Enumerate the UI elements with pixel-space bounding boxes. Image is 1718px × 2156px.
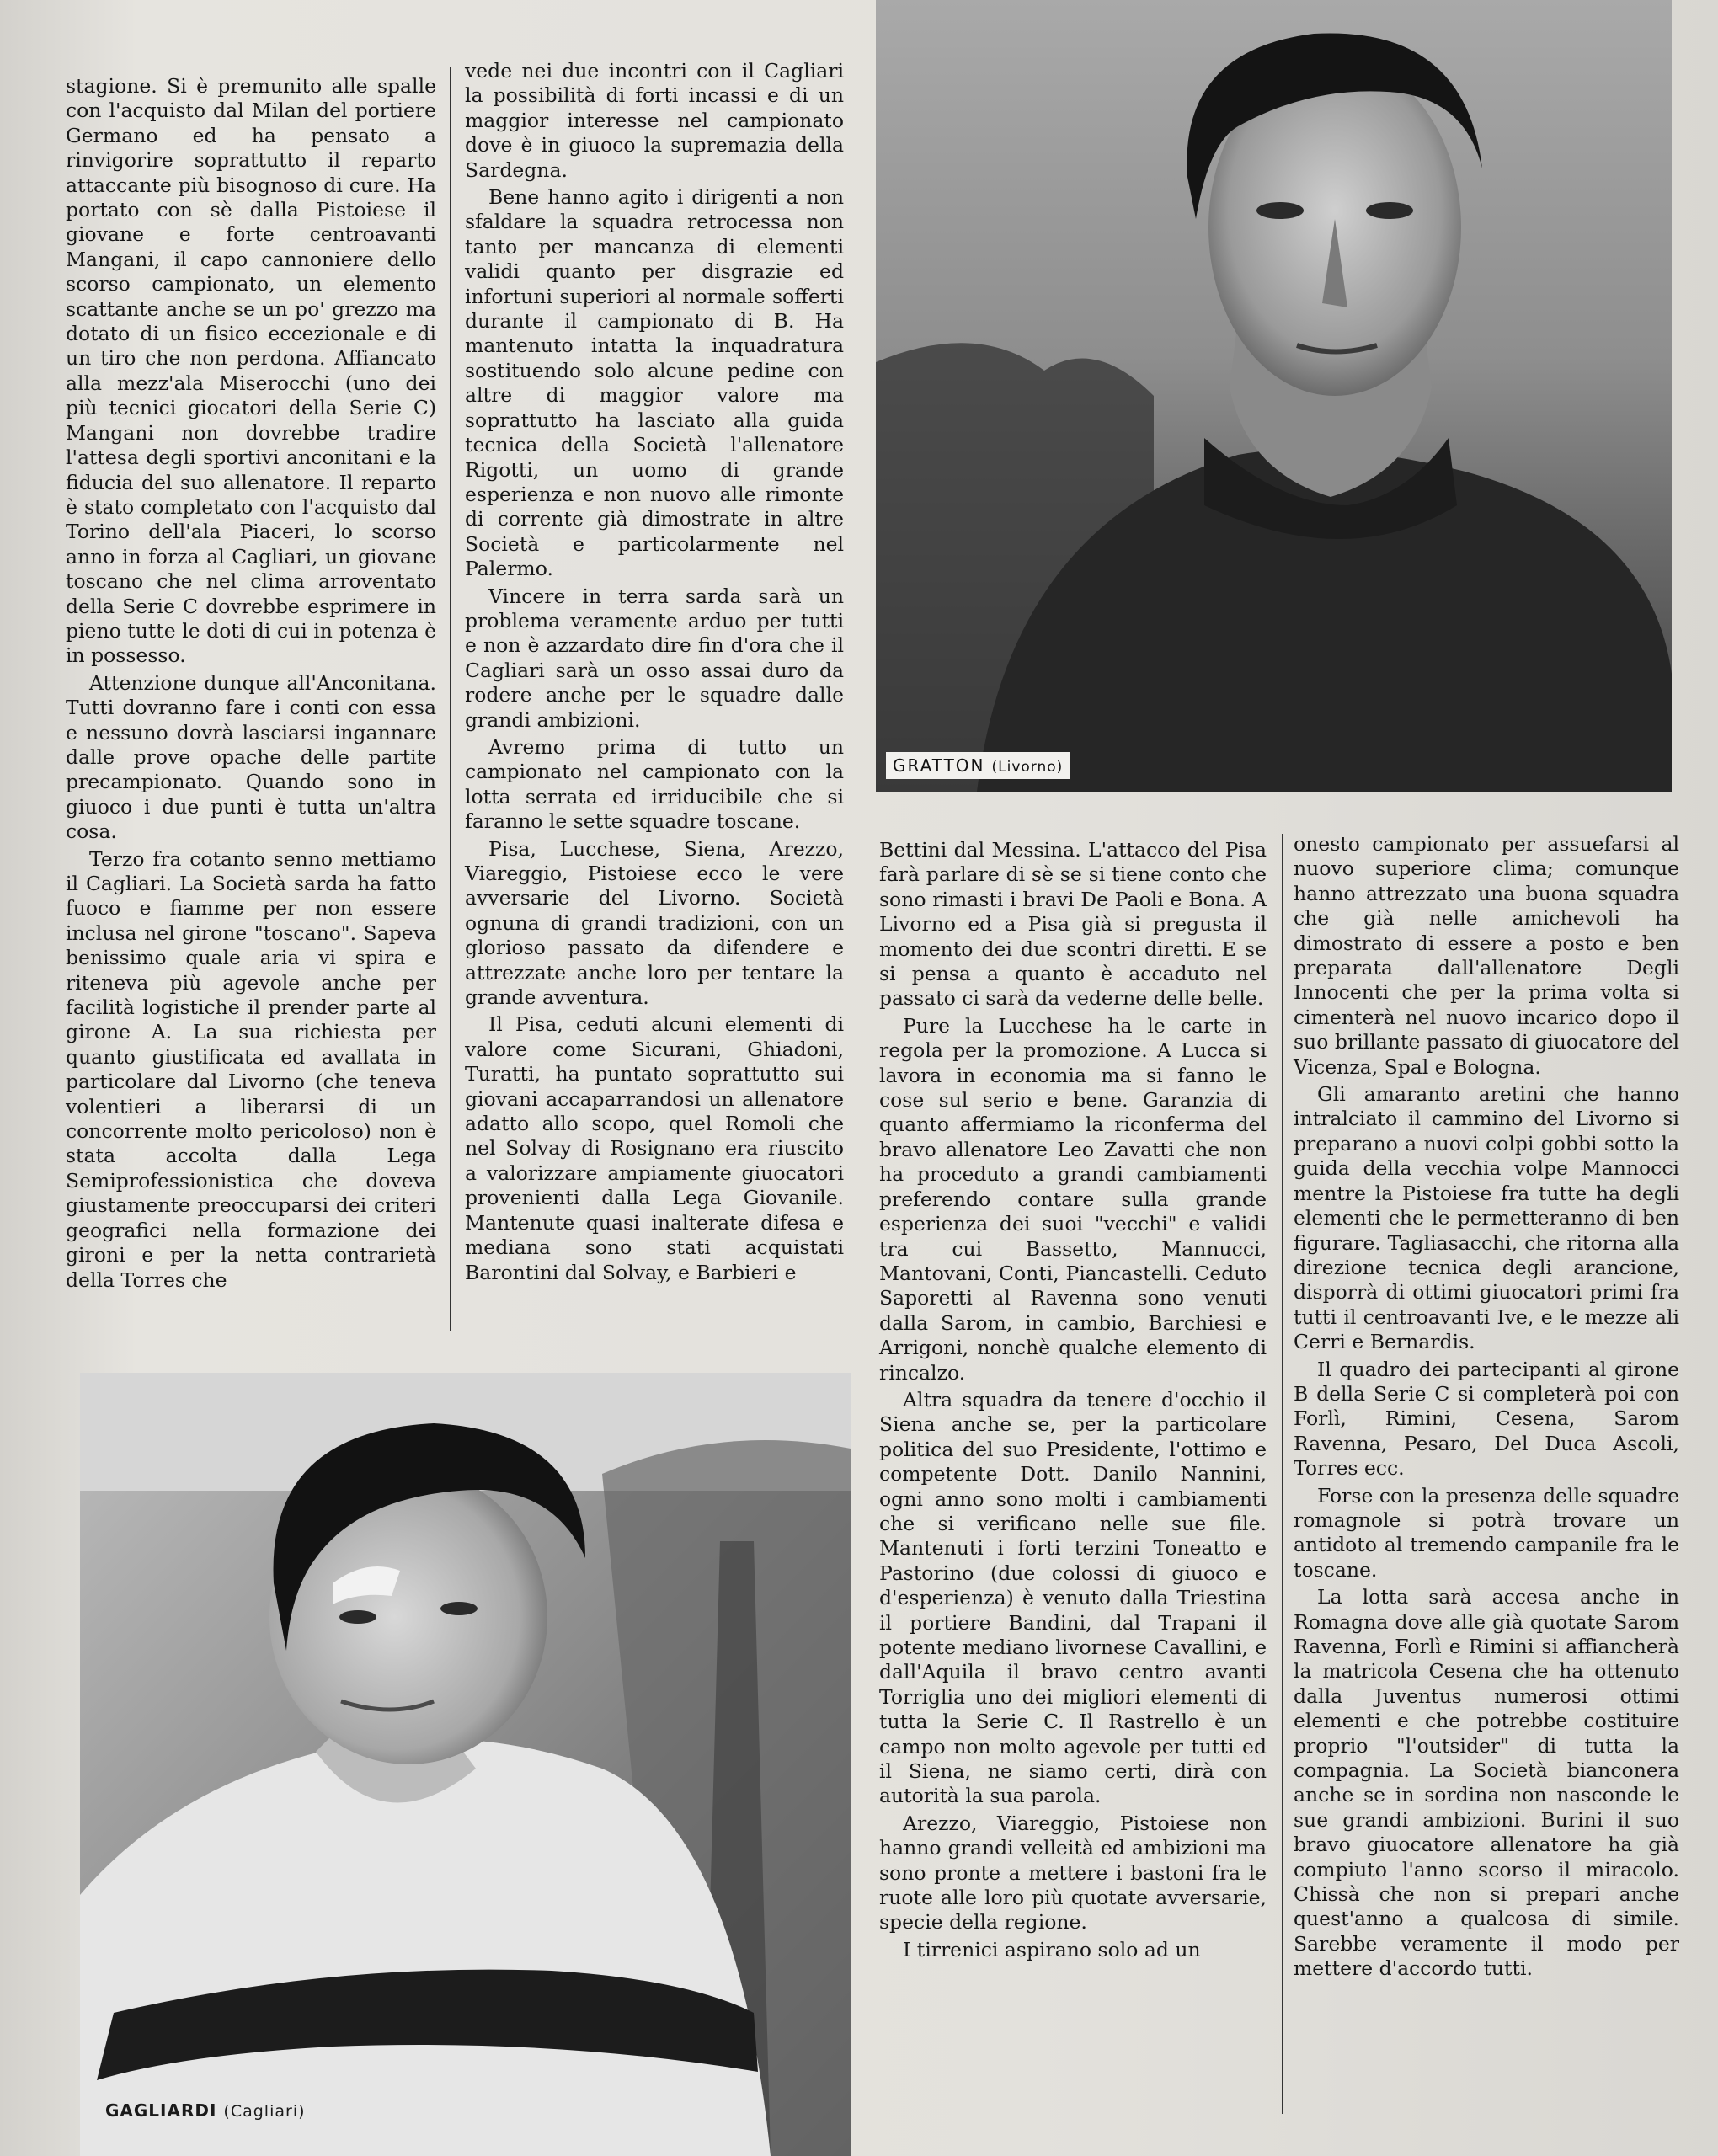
- paragraph: Attenzione dunque all'Anconitana. Tutti dovranno fare i conti con essa e nessuno dovrà lasciarsi ingannare dalle prove opache delle partite precampionato. Quando sono in giuoco i due punti è tutta un'altra cosa.: [66, 670, 436, 844]
- photo-caption-gratton: [886, 752, 1070, 779]
- photo-caption-gagliardi: [99, 2097, 312, 2124]
- column-divider: [1282, 834, 1283, 2114]
- portrait-illustration: [80, 1373, 851, 2156]
- paragraph: stagione. Si è premunito alle spalle con l'acquisto dal Milan del portiere Germano ed ha pensato a rinvigorire soprattutto il reparto attaccante più bisognoso di cure. Ha portato con sè dalla Pistoiese il giovane e forte centroavanti Mangani, il capo cannoniere dello scorso campionato, un elemento scattante anche se un po' grezzo ma dotato di un fisico eccezionale e di un tiro che non perdona. Affiancato alla mezz'ala Miserocchi (uno dei più tecnici giocatori della Serie C) Mangani non dovrebbe tradire l'attesa degli sportivi anconitani e la fiducia del suo allenatore. Il reparto è stato completato con l'acquisto dal Torino dell'ala Piaceri, lo scorso anno in forza al Cagliari, un giovane toscano che nel clima arroventato della Serie C dovrebbe esprimere in pieno tutte le doti di cui in potenza è in possesso.: [66, 74, 436, 668]
- paragraph: Bene hanno agito i dirigenti a non sfaldare la squadra retrocessa non tanto per mancanza di elementi validi quanto per disgrazie ed infortuni superiori al normale sofferti durante il campionato di B. Ha mantenuto intatta la inquadratura sostituendo solo alcune pedine con altre di maggior valore ma soprattutto ha lasciato alla guida tecnica della Società l'allenatore Rigotti, un uomo di grande esperienza e non nuovo alle rimonte di corrente già dimostrate in altre Società e particolarmente nel Palermo.: [465, 185, 844, 581]
- paragraph: vede nei due incontri con il Cagliari la possibilità di forti incassi e di un maggior interesse nel campionato dove è in giuoco la supremazia della Sardegna.: [465, 59, 844, 182]
- paragraph: onesto campionato per assuefarsi al nuovo superiore clima; comunque hanno attrezzato una buona squadra che già nelle amichevoli ha dimostrato di essere a posto e ben preparata dall'allenatore Degli Innocenti che per la prima volta si cimenterà nel nuovo incarico dopo il suo brillante passato di giuocatore del Vicenza, Spal e Bologna.: [1294, 832, 1679, 1079]
- paragraph: Il quadro dei partecipanti al girone B della Serie C si completerà poi con Forlì, Rimini, Cesena, Sarom Ravenna, Pesaro, Del Duca Ascoli, Torres ecc.: [1294, 1357, 1679, 1481]
- caption-club: (Cagliari): [223, 2102, 306, 2121]
- paragraph: Pure la Lucchese ha le carte in regola per la promozione. A Lucca si lavora in economia ma si fanno le cose sul serio e bene. Garanzia di quanto affermiamo la riconferma del bravo allenatore Leo Zavatti che non ha proceduto a grandi cambiamenti preferendo contare sulla grande esperienza dei suoi "vecchi" e validi tra cui Bassetto, Mannucci, Mantovani, Conti, Piancastelli. Ceduto Saporetti al Ravenna sono venuti dalla Sarom, in cambio, Barchiesi e Arrigoni, nonchè qualche elemento di rincalzo.: [879, 1013, 1267, 1385]
- column-divider: [450, 67, 451, 1331]
- article-column-1: [66, 74, 436, 1295]
- paragraph: Avremo prima di tutto un campionato nel campionato con la lotta serrata ed irriducibile che si faranno le sette squadre toscane.: [465, 734, 844, 834]
- player-photo-gratton: [876, 0, 1672, 792]
- article-column-3: [879, 838, 1267, 1965]
- paragraph: Forse con la presenza delle squadre romagnole si potrà trovare un antidoto al tremendo campanile fra le toscane.: [1294, 1483, 1679, 1582]
- paragraph: Altra squadra da tenere d'occhio il Siena anche se, per la particolare politica del suo Presidente, l'ottimo e competente Dott. Danilo Nannini, ogni anno sono molti i cambiamenti che si verificano nelle sue file. Mantenuti i forti terzini Toneatto e Pastorino (due colossi di giuoco e d'esperienza) è venuto dalla Triestina il portiere Bandini, dal Trapani il potente mediano livornese Cavallini, e dall'Aquila il bravo centro avanti Torriglia uno dei migliori elementi di tutta la Serie C. Il Rastrello è un campo non molto agevole per tutti ed il Siena, ne siamo certi, dirà con autorità la sua parola.: [879, 1387, 1267, 1808]
- paragraph: Terzo fra cotanto senno mettiamo il Cagliari. La Società sarda ha fatto fuoco e fiamme per non essere inclusa nel girone "toscano". Sapeva benissimo quale aria vi spira e riteneva più agevole anche per facilità logistiche il prender parte al girone A. La sua richiesta per quanto giustificata ed avallata in particolare dal Livorno (che teneva volentieri a liberarsi di un concorrente molto pericoloso) non è stata accolta dalla Lega Semiprofessionistica che doveva giustamente preoccuparsi dei criteri geografici nella formazione dei gironi e per la netta contrarietà della Torres che: [66, 846, 436, 1292]
- paragraph: Vincere in terra sarda sarà un problema veramente arduo per tutti e non è azzardato dire fin d'ora che il Cagliari sarà un osso assai duro da rodere anche per le squadre dalle grandi ambizioni.: [465, 584, 844, 732]
- paragraph: I tirrenici aspirano solo ad un: [903, 1937, 1201, 1961]
- caption-club: (Livorno): [991, 759, 1064, 776]
- caption-name: GRATTON: [893, 755, 985, 776]
- paragraph: Bettini dal Messina. L'attacco del Pisa farà parlare di sè se si tiene conto che sono rimasti i bravi De Paoli e Bona. A Livorno ed a Pisa già si pregusta il momento dei due scontri diretti. E se si pensa a quanto è accaduto nel passato ci sarà da vederne delle belle.: [879, 838, 1267, 1011]
- player-photo-gagliardi: [80, 1373, 851, 2156]
- paragraph: La lotta sarà accesa anche in Romagna dove alle già quotate Sarom Ravenna, Forlì e Rimini si affiancherà la matricola Cesena che ha ottenuto dalla Juventus numerosi ottimi elementi e che potrebbe costituire proprio "l'outsider" di tutta la compagnia. La Società bianconera anche se in sordina non nasconde le sue grandi ambizioni. Burini il suo bravo giuocatore allenatore ha già compiuto l'anno scorso il miracolo. Chissà che non si prepari anche quest'anno a qualcosa di simile. Sarebbe veramente il modo per mettere d'accordo tutti.: [1294, 1585, 1679, 1981]
- caption-name: GAGLIARDI: [105, 2100, 217, 2121]
- portrait-illustration: [876, 0, 1672, 792]
- article-column-4: [1294, 832, 1679, 1984]
- paragraph: Pisa, Lucchese, Siena, Arezzo, Viareggio, Pistoiese ecco le vere avversarie del Livorno. Società ognuna di grandi tradizioni, con un glorioso passato da difendere e attrezzate anche loro per tentare la grande avventura.: [465, 836, 844, 1010]
- article-column-2: [465, 59, 844, 1288]
- paragraph: Il Pisa, ceduti alcuni elementi di valore come Sicurani, Ghiadoni, Turatti, ha puntato soprattutto sui giovani accaparrandosi un allenatore adatto allo scopo, quel Romoli che nel Solvay di Rosignano era riuscito a valorizzare ampiamente giuocatori provenienti dalla Lega Giovanile. Mantenute quasi inalterate difesa e mediana sono stati acquistati Barontini dal Solvay, e Barbieri e: [465, 1012, 844, 1284]
- paragraph: Arezzo, Viareggio, Pistoiese non hanno grandi velleità ed ambizioni ma sono pronte a mettere i bastoni fra le ruote alle loro più quotate avversarie, specie della regione.: [879, 1811, 1267, 1935]
- paragraph: Gli amaranto aretini che hanno intralciato il cammino del Livorno si preparano a nuovi colpi gobbi sotto la guida della vecchia volpe Mannocci mentre la Pistoiese fra tutte ha degli elementi che le permetteranno di ben figurare. Tagliasacchi, che ritorna alla direzione tecnica degli arancione, disporrà di ottimi giuocatori primi fra tutti il centroavanti Ive, e le mezze ali Cerri e Bernardis.: [1294, 1082, 1679, 1354]
